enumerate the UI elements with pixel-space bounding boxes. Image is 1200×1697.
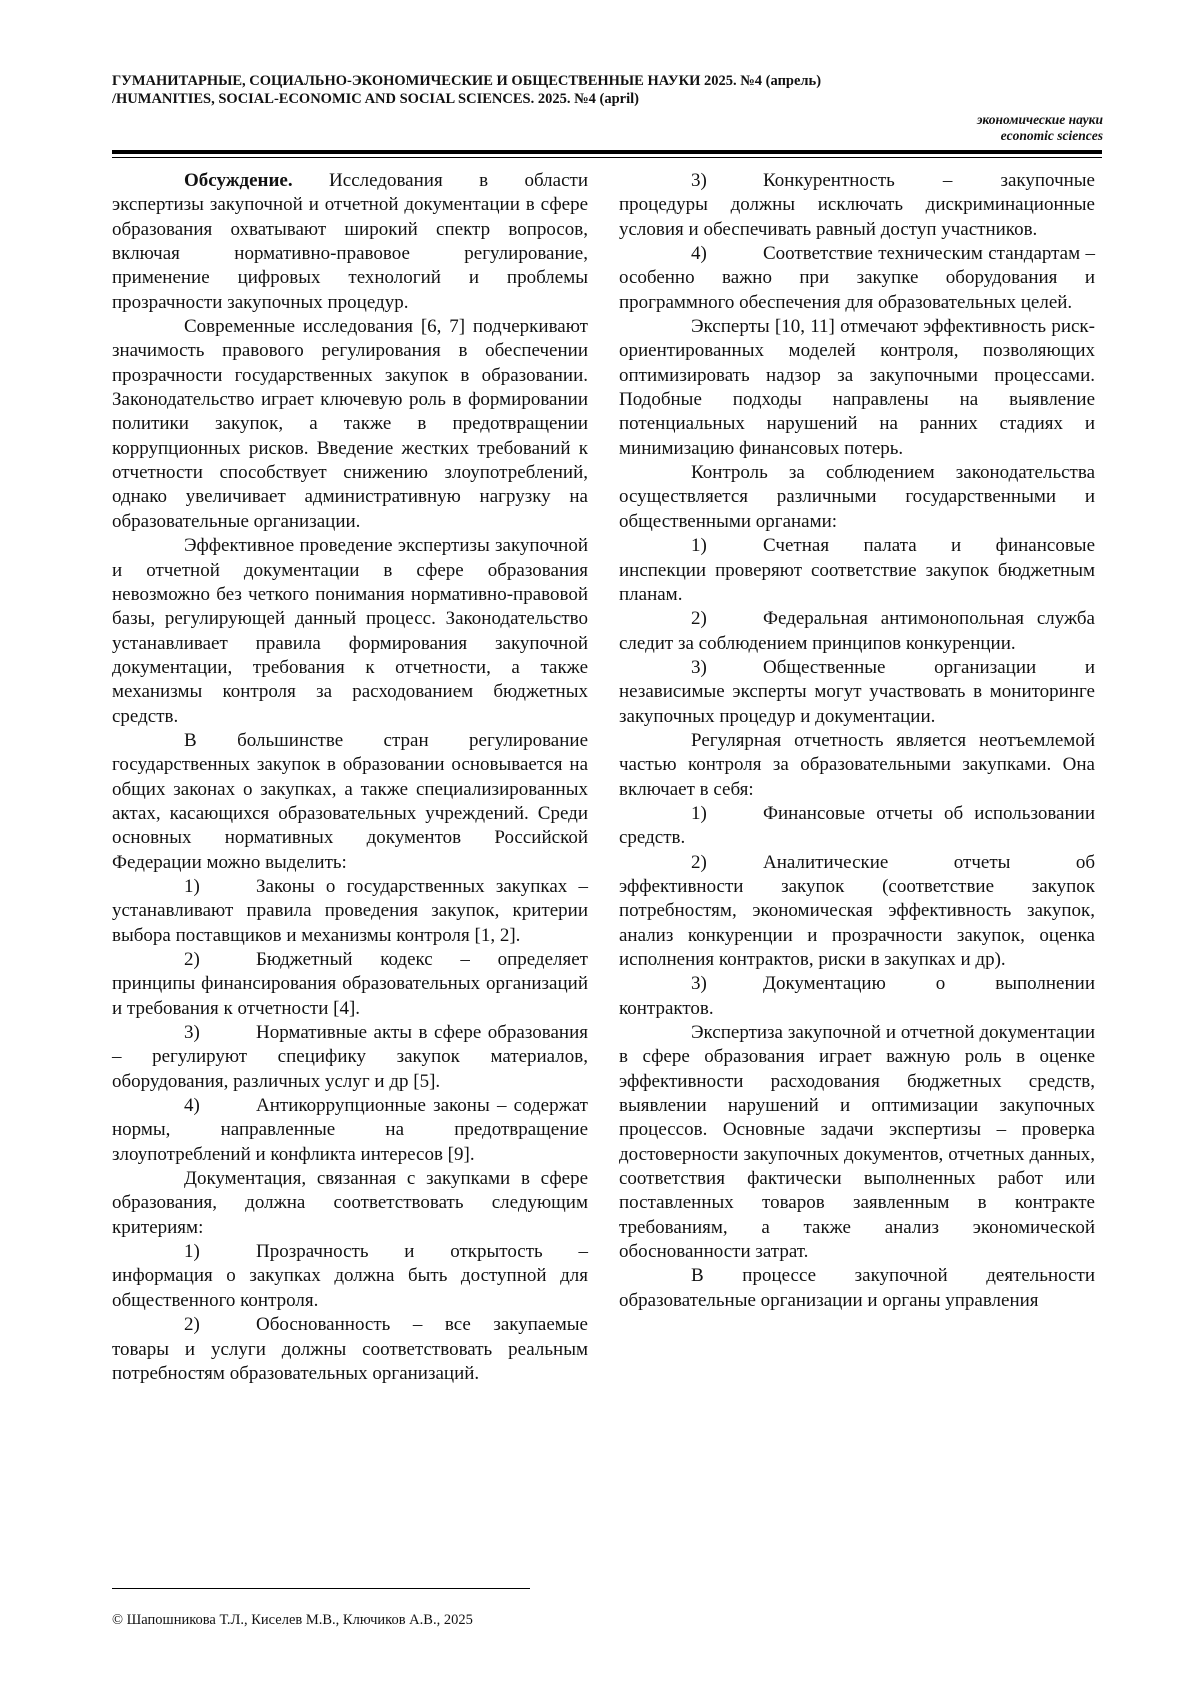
rubric bbox=[977, 112, 1103, 144]
journal-title-ru: ГУМАНИТАРНЫЕ, СОЦИАЛЬНО-ЭКОНОМИЧЕСКИЕ И ОБЩЕСТВЕННЫЕ НАУКИ 2025. №4 (апрель) bbox=[112, 73, 822, 89]
paragraph: Контроль за соблюдением законодательства осуществляется различными государственными и общественными органами: bbox=[619, 462, 1095, 532]
journal-title-en: /HUMANITIES, SOCIAL-ECONOMIC AND SOCIAL SCIENCES. 2025. №4 (april) bbox=[112, 91, 639, 107]
list-item bbox=[619, 802, 1095, 851]
list-number: 1) bbox=[691, 535, 707, 557]
list-number: 1) bbox=[184, 875, 200, 897]
rubric-ru: экономические науки bbox=[976, 112, 1103, 127]
list-item-text: Законы о государственных закупках – устанавливают правила проведения закупок, критерии выбора поставщиков и механизмы контроля [1, 2]. bbox=[112, 875, 588, 946]
list-number: 4) bbox=[184, 1095, 200, 1117]
list-number: 2) bbox=[184, 1314, 200, 1336]
list-item-text: Антикоррупционные законы – содержат нормы, направленные на предотвращение злоупотреблений и конфликта интересов [9]. bbox=[112, 1095, 588, 1165]
list-number: 2) bbox=[184, 949, 200, 970]
list-item-text: Общественные организации и независимые эксперты могут участвовать в мониторинге закупочных процедур и документации. bbox=[619, 656, 1095, 727]
right-column bbox=[619, 169, 1095, 1313]
list-number: 2) bbox=[691, 851, 707, 873]
paragraph bbox=[112, 169, 588, 315]
list-number: 2) bbox=[691, 608, 707, 630]
list-item-text: Обоснованность – все закупаемые товары и услуги должны соответствовать реальным потребностям образовательных организаций. bbox=[112, 1314, 588, 1384]
list-number: 3) bbox=[184, 1022, 200, 1044]
paragraph-text: Исследования в области экспертизы закупочной и отчетной документации в сфере образования охватывают широкий спектр вопросов, включая нормативно-правовое регулирование, применение цифровых технологий и проблемы прозрачности закупочных процедур. bbox=[112, 170, 588, 313]
list-item-text: Бюджетный кодекс – определяет принципы финансирования образовательных организаций и требования к отчетности [4]. bbox=[112, 949, 588, 1019]
list-number: 1) bbox=[184, 1241, 200, 1263]
list-item bbox=[112, 1313, 588, 1386]
list-item-text: Федеральная антимонопольная служба следит за соблюдением принципов конкуренции. bbox=[619, 608, 1095, 654]
list-number: 4) bbox=[691, 243, 707, 265]
section-heading: Обсуждение. bbox=[184, 170, 293, 191]
list-item-text: Нормативные акты в сфере образования – регулируют специфику закупок материалов, оборудования, различных услуг и др [5]. bbox=[112, 1022, 588, 1092]
list-number: 3) bbox=[691, 973, 707, 995]
list-item-text: Аналитические отчеты об эффективности закупок (соответствие закупок потребностям, экономическая эффективность закупок, анализ конкуренции и прозрачности закупок, оценка исполнения контрактов, риски в закупках и др). bbox=[619, 851, 1095, 970]
paragraph: Регулярная отчетность является неотъемлемой частью контроля за образовательными закупками. Она включает в себя: bbox=[619, 729, 1095, 800]
paragraph: В процессе закупочной деятельности образовательные организации и органы управления bbox=[619, 1265, 1095, 1311]
copyright-footnote: © Шапошникова Т.Л., Киселев М.В., Ключиков А.В., 2025 bbox=[112, 1612, 473, 1628]
list-item bbox=[619, 534, 1095, 607]
list-item bbox=[112, 1021, 588, 1094]
list-item-text: Прозрачность и открытость – информация о закупках должна быть доступной для общественного контроля. bbox=[112, 1241, 588, 1311]
list-item-text: Документацию о выполнении контрактов. bbox=[619, 973, 1095, 1019]
list-item bbox=[112, 948, 588, 1021]
header-rule-thick bbox=[112, 150, 1102, 154]
footnote-rule bbox=[112, 1588, 530, 1589]
list-number: 3) bbox=[691, 170, 707, 191]
list-item bbox=[619, 972, 1095, 1021]
paragraph: В большинстве стран регулирование государственных закупок в образовании основывается на общих законах о закупках, а также специализированных актах, касающихся образовательных учреждений. Среди основных нормативных документов Российской Федерации можно выделить: bbox=[112, 729, 588, 873]
rubric-en: economic sciences bbox=[1000, 128, 1103, 143]
list-number: 3) bbox=[691, 656, 707, 678]
list-number: 1) bbox=[691, 802, 707, 824]
header-rule-thin bbox=[112, 157, 1102, 158]
list-item bbox=[112, 1240, 588, 1313]
list-item bbox=[619, 656, 1095, 729]
list-item bbox=[619, 242, 1095, 315]
paragraph: Эксперты [10, 11] отмечают эффективность риск-ориентированных моделей контроля, позволяющих оптимизировать надзор за закупочными процессами. Подобные подходы направлены на выявление потенциальных нарушений на ранних стадиях и минимизацию финансовых потерь. bbox=[619, 316, 1095, 459]
list-item-text: Счетная палата и финансовые инспекции проверяют соответствие закупок бюджетным планам. bbox=[619, 535, 1095, 605]
list-item bbox=[112, 1094, 588, 1167]
left-column bbox=[112, 169, 588, 1386]
paragraph: Документация, связанная с закупками в сфере образования, должна соответствовать следующим критериям: bbox=[112, 1168, 588, 1238]
list-item bbox=[112, 875, 588, 948]
journal-header bbox=[112, 72, 1102, 108]
list-item-text: Соответствие техническим стандартам – особенно важно при закупке оборудования и программного обеспечения для образовательных целей. bbox=[619, 243, 1095, 313]
paragraph: Эффективное проведение экспертизы закупочной и отчетной документации в сфере образования невозможно без четкого понимания нормативно-правовой базы, регулирующей данный процесс. Законодательство устанавливает правила формирования закупочной документации, требования к отчетности, а также механизмы контроля за расходованием бюджетных средств. bbox=[112, 535, 588, 727]
list-item-text: Финансовые отчеты об использовании средств. bbox=[619, 802, 1095, 849]
list-item bbox=[619, 607, 1095, 656]
list-item bbox=[619, 169, 1095, 242]
list-item-text: Конкурентность – закупочные процедуры должны исключать дискриминационные условия и обеспечивать равный доступ участников. bbox=[619, 170, 1095, 240]
list-item bbox=[619, 851, 1095, 973]
paragraph: Современные исследования [6, 7] подчеркивают значимость правового регулирования в обеспечении прозрачности государственных закупок в образовании. Законодательство играет ключевую роль в формировании политики закупок, а также в предотвращении коррупционных рисков. Введение жестких требований к отчетности способствует снижению злоупотреблений, однако увеличивает административную нагрузку на образовательные организации. bbox=[112, 316, 588, 532]
paragraph: Экспертиза закупочной и отчетной документации в сфере образования играет важную роль в оценке эффективности расходования бюджетных средств, выявлении нарушений и оптимизации закупочных процессов. Основные задачи экспертизы – проверка достоверности закупочных документов, отчетных данных, соответствия фактически выполненных работ или поставленных товаров заявленным в контракте требованиям, а также анализ экономической обоснованности затрат. bbox=[619, 1022, 1095, 1263]
